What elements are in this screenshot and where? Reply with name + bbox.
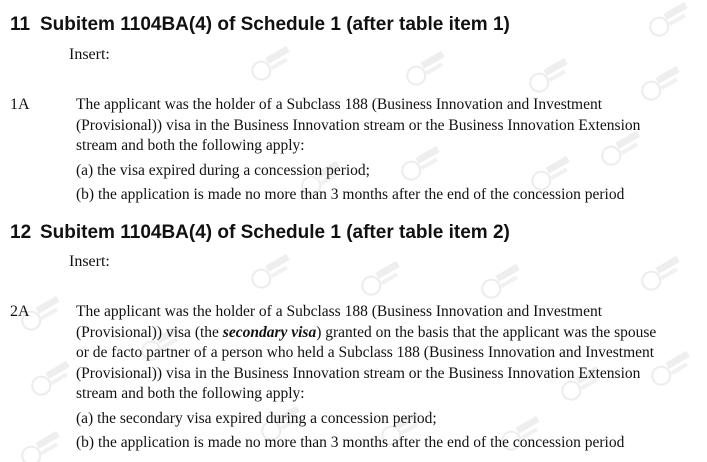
subparagraph-a: (a) the visa expired during a concession period; bbox=[76, 161, 370, 179]
subparagraph-b: (b) the application is made no more than 3 months after the end of the concession period bbox=[76, 434, 625, 451]
text-fragment: (Provisional)) visa (the bbox=[76, 323, 223, 341]
text-fragment: ) granted on the basis that the applicant was the spouse bbox=[316, 323, 657, 341]
text-line: or de facto partner of a person who held a Subclass 188 (Business Innovation and Investment bbox=[76, 344, 655, 361]
subparagraph-b: (b) the application is made no more than 3 months after the end of the concession period bbox=[76, 186, 625, 203]
section-title: Subitem 1104BA(4) of Schedule 1 (after table item 2) bbox=[40, 222, 510, 243]
text-line: The applicant was the holder of a Subclass 188 (Business Innovation and Investment bbox=[76, 96, 603, 113]
section-heading-12 bbox=[10, 222, 510, 244]
section-heading-11 bbox=[10, 14, 510, 36]
section-number: 11 bbox=[10, 14, 31, 35]
text-line: (Provisional)) visa in the Business Innovation stream or the Business Innovation Extension bbox=[76, 116, 641, 134]
publisher-watermark-logo bbox=[16, 426, 71, 462]
item-number-2a: 2A bbox=[10, 303, 30, 320]
item-text-2a bbox=[76, 302, 704, 454]
text-line: stream and both the following apply: bbox=[76, 385, 305, 402]
publisher-watermark-logo bbox=[246, 41, 301, 90]
item-text-1a bbox=[76, 95, 704, 206]
text-line: The applicant was the holder of a Subclass 188 (Business Innovation and Investment bbox=[76, 303, 603, 320]
item-number-1a: 1A bbox=[10, 96, 30, 113]
subparagraph-a: (a) the secondary visa expired during a concession period; bbox=[76, 409, 437, 427]
publisher-watermark-logo bbox=[644, 0, 699, 45]
text-line: (Provisional)) visa in the Business Innovation stream or the Business Innovation Extension bbox=[76, 364, 641, 382]
publisher-watermark-logo bbox=[401, 46, 456, 95]
publisher-watermark-logo bbox=[636, 251, 691, 300]
publisher-watermark-logo bbox=[26, 356, 81, 405]
publisher-watermark-logo bbox=[246, 249, 301, 298]
section-title: Subitem 1104BA(4) of Schedule 1 (after table item 1) bbox=[40, 14, 510, 35]
text-line-with-definition bbox=[76, 323, 704, 344]
publisher-watermark-logo bbox=[476, 259, 531, 308]
defined-term: secondary visa bbox=[222, 323, 317, 341]
text-line: stream and both the following apply: bbox=[76, 137, 305, 154]
insert-label: Insert: bbox=[69, 46, 110, 63]
section-number: 12 bbox=[10, 222, 32, 243]
insert-label: Insert: bbox=[69, 253, 110, 270]
publisher-watermark-logo bbox=[356, 256, 411, 305]
